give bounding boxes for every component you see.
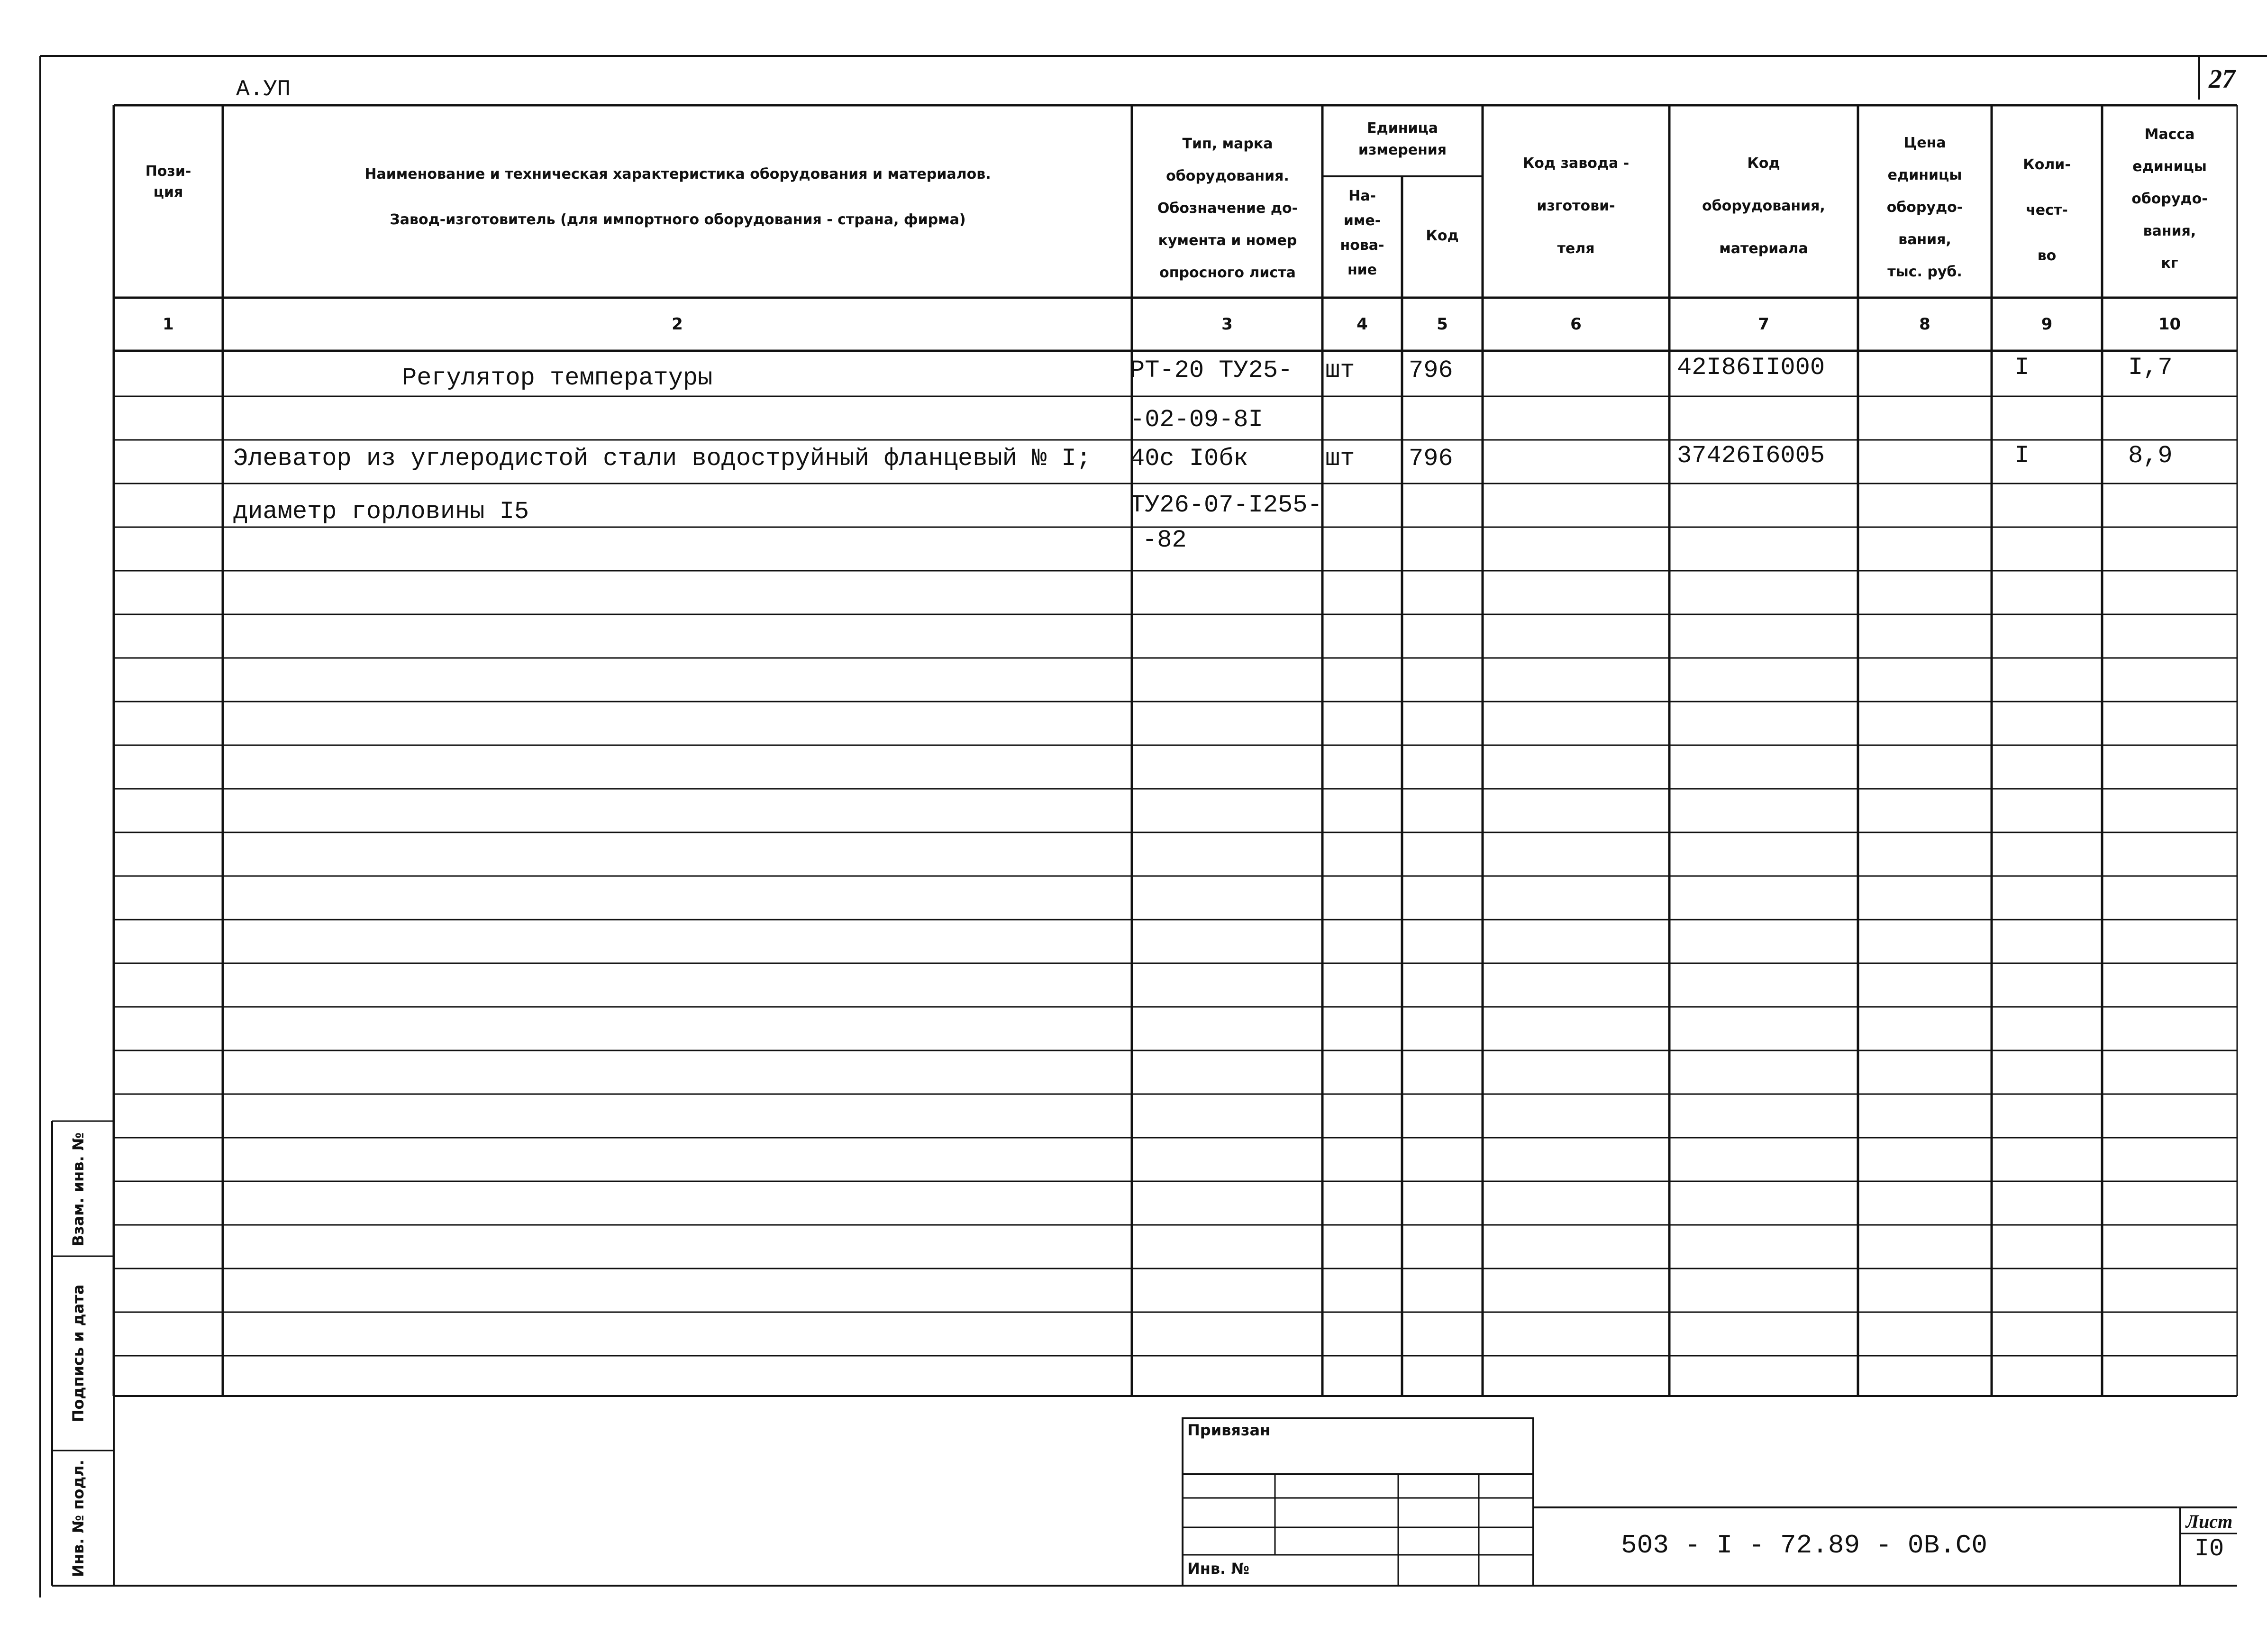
row-1-code: 796 [1409,356,1453,384]
sheet-number: I0 [2194,1535,2224,1563]
stamp-inv-label: Инв. № [1187,1560,1249,1578]
column-number: 8 [1919,315,1930,334]
header-name: Наименование и техническая характеристика оборудования и материалов. Завод-изготовитель (для импортного оборудования - страна, фирма) [364,166,991,228]
row-1-name: Регулятор температуры [402,364,713,392]
column-number: 1 [163,315,174,334]
column-number: 6 [1570,315,1582,334]
header-unit: Единица измерения [1358,120,1447,158]
section-label: А.УП [236,77,291,102]
column-number: 2 [672,315,683,334]
row-3-equip-code: 37426I6005 [1677,442,1825,470]
page-number: 27 [2209,64,2235,94]
column-number: 7 [1758,315,1769,334]
column-number: 5 [1437,315,1448,334]
side-label-signature-date: Подпись и дата [69,1284,87,1423]
row-2-type: -02-09-8I [1130,406,1263,434]
sheet-label: Лист [2185,1511,2233,1532]
header-unit-name: На- име- нова- ние [1340,188,1384,278]
header-factory-code: Код завода - изготови- теля [1522,155,1630,257]
row-5-type: -82 [1142,526,1187,554]
row-3-unit: шт [1325,445,1355,473]
row-1-mass: I,7 [2128,354,2173,382]
row-3-type: 40с I0бк [1130,445,1248,473]
column-number: 4 [1357,315,1368,334]
stamp-bound-label: Привязан [1187,1421,1271,1439]
header-position: Пози- ция [145,163,191,201]
column-number: 3 [1221,315,1233,334]
column-number: 9 [2041,315,2053,334]
row-1-unit: шт [1325,356,1355,384]
row-3-qty: I [2014,442,2030,470]
document-code: 503 - I - 72.89 - 0В.С0 [1621,1530,1987,1561]
side-label-inv-replace: Взам. инв. № [69,1132,87,1247]
row-3-name: Элеватор из углеродистой стали водоструйный фланцевый № I; [233,445,1091,473]
row-1-equip-code: 42I86II000 [1677,354,1825,382]
header-type: Тип, марка оборудования. Обозначение до- кумента и номер опросного листа [1157,136,1298,281]
row-4-name: диаметр горловины I5 [233,498,529,526]
side-label-inv-original: Инв. № подл. [69,1460,87,1577]
header-unit-code: Код [1426,228,1459,244]
column-number: 10 [2158,315,2181,334]
row-3-mass: 8,9 [2128,442,2173,470]
row-1-qty: I [2014,354,2030,382]
header-price: Цена единицы оборудо- вания, тыс. руб. [1886,135,1963,280]
row-1-type: РТ-20 ТУ25- [1130,356,1293,384]
header-mass: Масса единицы оборудо- вания, кг [2131,126,2208,272]
header-quantity: Коли- чест- во [2023,156,2071,264]
row-4-type: ТУ26-07-I255- [1130,491,1322,519]
header-equip-code: Код оборудования, материала [1702,155,1825,257]
row-3-code: 796 [1409,445,1453,473]
